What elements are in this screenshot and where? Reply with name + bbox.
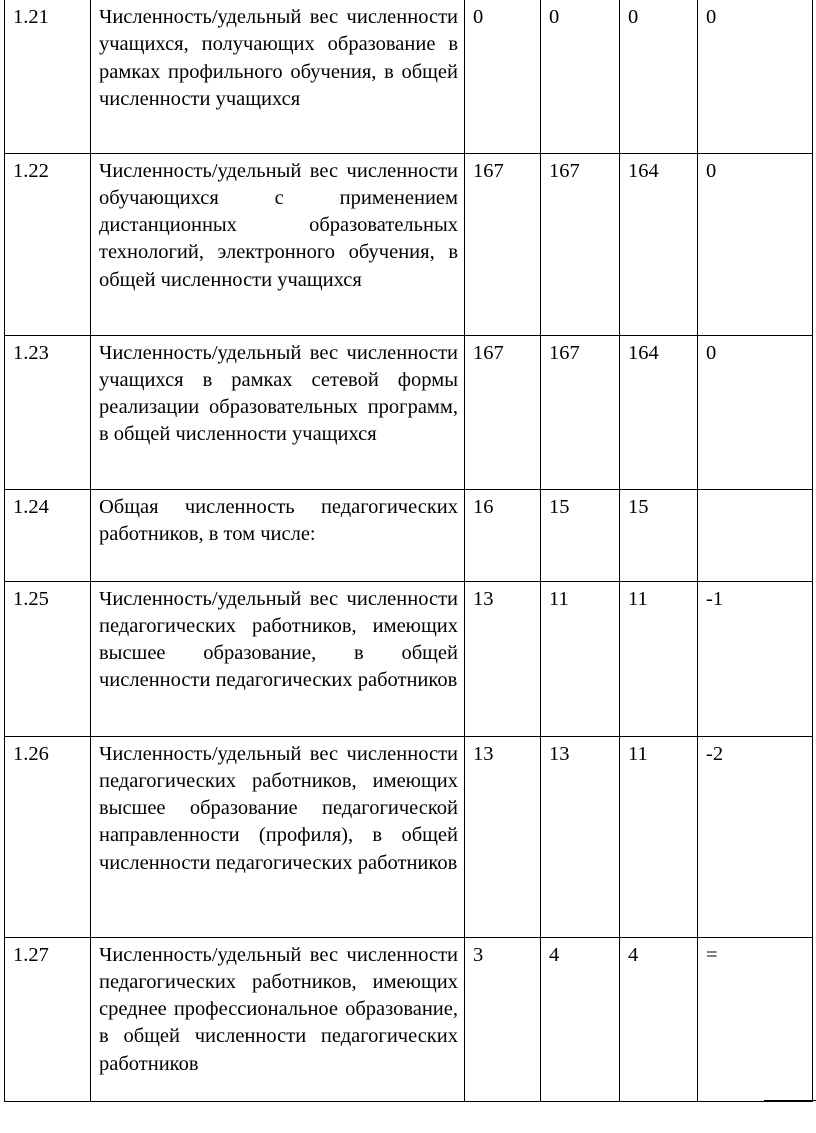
row-number: 1.23 bbox=[5, 335, 91, 489]
table-row bbox=[5, 489, 813, 581]
value-col-2: 0 bbox=[541, 0, 620, 153]
row-number: 1.26 bbox=[5, 736, 91, 937]
table-row bbox=[5, 153, 813, 335]
value-col-1: 0 bbox=[465, 0, 541, 153]
value-col-2: 11 bbox=[541, 581, 620, 736]
value-col-1: 167 bbox=[465, 153, 541, 335]
page-rule bbox=[764, 1100, 816, 1101]
value-col-3: 11 bbox=[620, 736, 698, 937]
row-number: 1.27 bbox=[5, 937, 91, 1101]
value-col-4: 0 bbox=[698, 153, 813, 335]
row-number: 1.22 bbox=[5, 153, 91, 335]
row-description: Численность/удельный вес численности обучающихся с применением дистанционных образовательных технологий, электронного обучения, в общей численности учащихся bbox=[91, 153, 465, 335]
row-number: 1.24 bbox=[5, 489, 91, 581]
table-row bbox=[5, 937, 813, 1101]
value-col-4: -1 bbox=[698, 581, 813, 736]
value-col-2: 15 bbox=[541, 489, 620, 581]
table-row bbox=[5, 335, 813, 489]
value-col-3: 0 bbox=[620, 0, 698, 153]
value-col-3: 11 bbox=[620, 581, 698, 736]
value-col-1: 16 bbox=[465, 489, 541, 581]
value-col-3: 15 bbox=[620, 489, 698, 581]
table-row bbox=[5, 0, 813, 153]
table-row bbox=[5, 581, 813, 736]
value-col-3: 164 bbox=[620, 335, 698, 489]
row-description: Численность/удельный вес численности педагогических работников, имеющих высшее образование педагогической направленности (профиля), в общей численности педагогических работников bbox=[91, 736, 465, 937]
row-description: Численность/удельный вес численности учащихся в рамках сетевой формы реализации образовательных программ, в общей численности учащихся bbox=[91, 335, 465, 489]
value-col-1: 167 bbox=[465, 335, 541, 489]
value-col-1: 3 bbox=[465, 937, 541, 1101]
value-col-4: = bbox=[698, 937, 813, 1101]
row-description: Общая численность педагогических работников, в том числе: bbox=[91, 489, 465, 581]
value-col-2: 167 bbox=[541, 153, 620, 335]
row-description: Численность/удельный вес численности учащихся, получающих образование в рамках профильного обучения, в общей численности учащихся bbox=[91, 0, 465, 153]
value-col-1: 13 bbox=[465, 736, 541, 937]
row-number: 1.25 bbox=[5, 581, 91, 736]
value-col-4: 0 bbox=[698, 335, 813, 489]
value-col-2: 167 bbox=[541, 335, 620, 489]
value-col-2: 4 bbox=[541, 937, 620, 1101]
value-col-4: 0 bbox=[698, 0, 813, 153]
value-col-4 bbox=[698, 489, 813, 581]
value-col-1: 13 bbox=[465, 581, 541, 736]
value-col-3: 4 bbox=[620, 937, 698, 1101]
row-description: Численность/удельный вес численности педагогических работников, имеющих высшее образование, в общей численности педагогических работников bbox=[91, 581, 465, 736]
table-row bbox=[5, 736, 813, 937]
value-col-3: 164 bbox=[620, 153, 698, 335]
value-col-2: 13 bbox=[541, 736, 620, 937]
row-number: 1.21 bbox=[5, 0, 91, 153]
value-col-4: -2 bbox=[698, 736, 813, 937]
indicators-table bbox=[4, 0, 813, 1102]
row-description: Численность/удельный вес численности педагогических работников, имеющих среднее профессиональное образование, в общей численности педагогических работников bbox=[91, 937, 465, 1101]
